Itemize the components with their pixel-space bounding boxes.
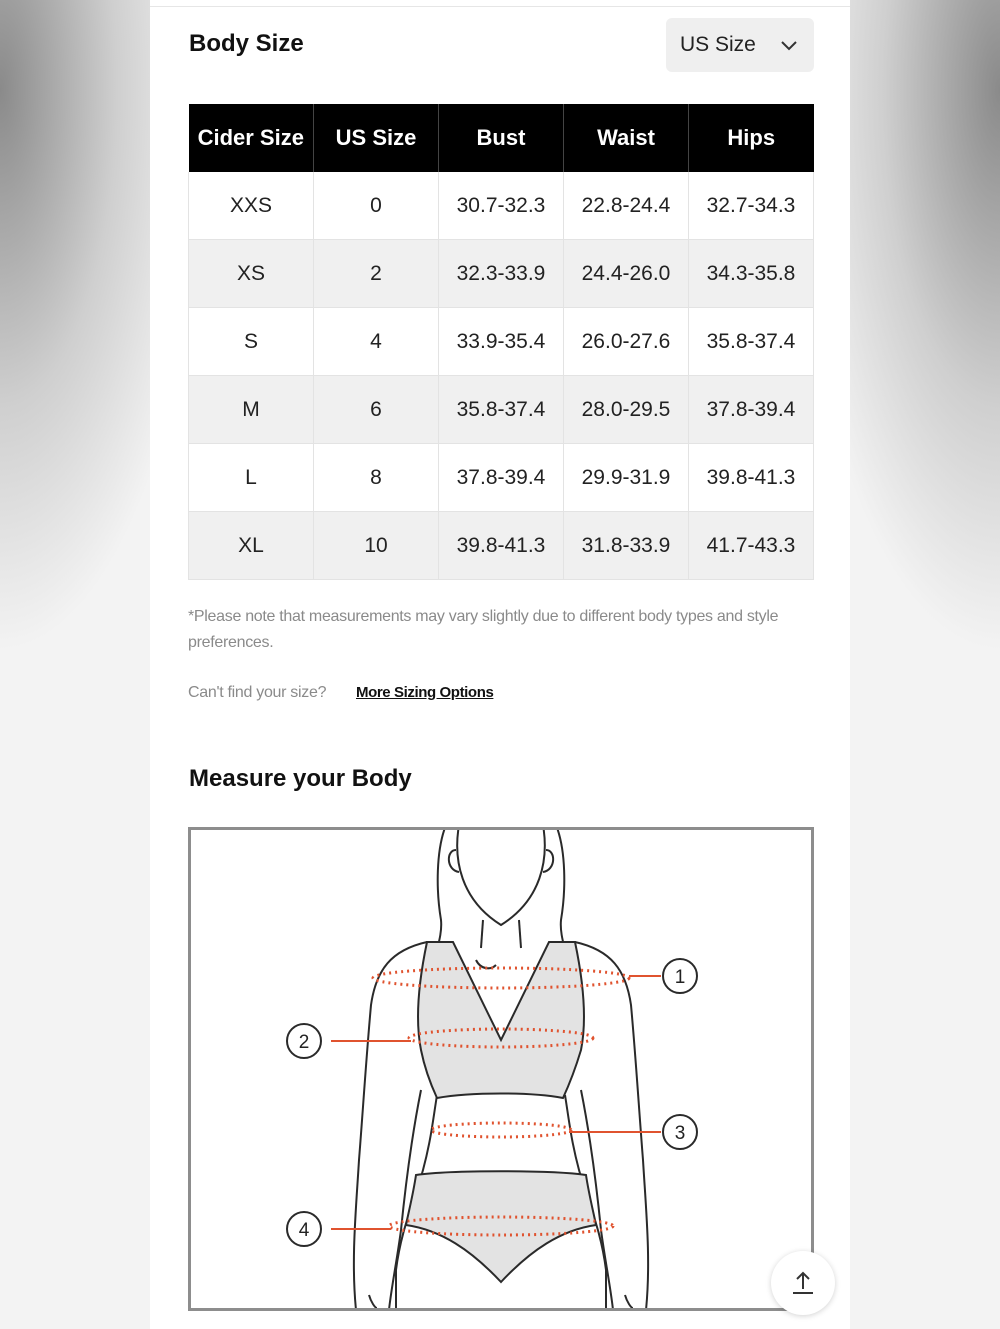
- column-header: US Size: [314, 104, 439, 172]
- more-sizing-options-link[interactable]: More Sizing Options: [356, 684, 494, 701]
- measure-body-title: Measure your Body: [189, 765, 412, 792]
- cant-find-size-text: Can't find your size?: [188, 684, 327, 701]
- table-cell: 29.9-31.9: [564, 444, 689, 512]
- table-row: [189, 308, 814, 376]
- marker-1: [663, 959, 697, 993]
- table-cell: 39.8-41.3: [439, 512, 564, 580]
- table-cell: 4: [314, 308, 439, 376]
- table-header-row: [189, 104, 814, 172]
- table-cell: L: [189, 444, 314, 512]
- column-header: Waist: [564, 104, 689, 172]
- table-cell: 2: [314, 240, 439, 308]
- measurement-note: *Please note that measurements may vary slightly due to different body types and style preferences.: [188, 608, 779, 651]
- divider: [150, 6, 850, 7]
- scroll-to-top-button[interactable]: [771, 1251, 835, 1315]
- arrow-up-icon: [789, 1269, 817, 1297]
- table-cell: M: [189, 376, 314, 444]
- table-cell: 35.8-37.4: [689, 308, 814, 376]
- marker-2: [287, 1024, 321, 1058]
- svg-text:1: 1: [674, 967, 686, 988]
- table-cell: 0: [314, 172, 439, 240]
- svg-text:3: 3: [674, 1123, 686, 1144]
- table-cell: 32.3-33.9: [439, 240, 564, 308]
- table-cell: S: [189, 308, 314, 376]
- table-cell: 26.0-27.6: [564, 308, 689, 376]
- table-row: [189, 376, 814, 444]
- table-cell: 6: [314, 376, 439, 444]
- table-cell: XXS: [189, 172, 314, 240]
- table-cell: 24.4-26.0: [564, 240, 689, 308]
- size-unit-dropdown[interactable]: [666, 18, 814, 72]
- column-header: Bust: [439, 104, 564, 172]
- body-size-title: Body Size: [189, 30, 304, 57]
- table-cell: 22.8-24.4: [564, 172, 689, 240]
- table-cell: 39.8-41.3: [689, 444, 814, 512]
- table-row: [189, 240, 814, 308]
- table-cell: 28.0-29.5: [564, 376, 689, 444]
- svg-text:2: 2: [298, 1032, 310, 1053]
- column-header: Cider Size: [189, 104, 314, 172]
- table-cell: 34.3-35.8: [689, 240, 814, 308]
- table-row: [189, 512, 814, 580]
- background-right: [850, 0, 1000, 1329]
- table-cell: 30.7-32.3: [439, 172, 564, 240]
- table-cell: 41.7-43.3: [689, 512, 814, 580]
- table-cell: XS: [189, 240, 314, 308]
- chevron-down-icon: [780, 37, 798, 53]
- table-row: [189, 444, 814, 512]
- marker-4: [287, 1212, 321, 1246]
- table-cell: 33.9-35.4: [439, 308, 564, 376]
- size-guide-page: [150, 0, 850, 1329]
- body-figure-svg: [191, 830, 811, 1308]
- marker-3: [663, 1115, 697, 1149]
- table-cell: 10: [314, 512, 439, 580]
- table-cell: 35.8-37.4: [439, 376, 564, 444]
- svg-text:4: 4: [298, 1220, 310, 1241]
- column-header: Hips: [689, 104, 814, 172]
- table-row: [189, 172, 814, 240]
- body-measurement-illustration: [188, 827, 814, 1311]
- table-cell: 37.8-39.4: [439, 444, 564, 512]
- table-cell: 31.8-33.9: [564, 512, 689, 580]
- size-chart-table: [188, 104, 814, 580]
- table-cell: 37.8-39.4: [689, 376, 814, 444]
- table-cell: 32.7-34.3: [689, 172, 814, 240]
- table-cell: XL: [189, 512, 314, 580]
- table-cell: 8: [314, 444, 439, 512]
- size-unit-label: US Size: [680, 33, 756, 56]
